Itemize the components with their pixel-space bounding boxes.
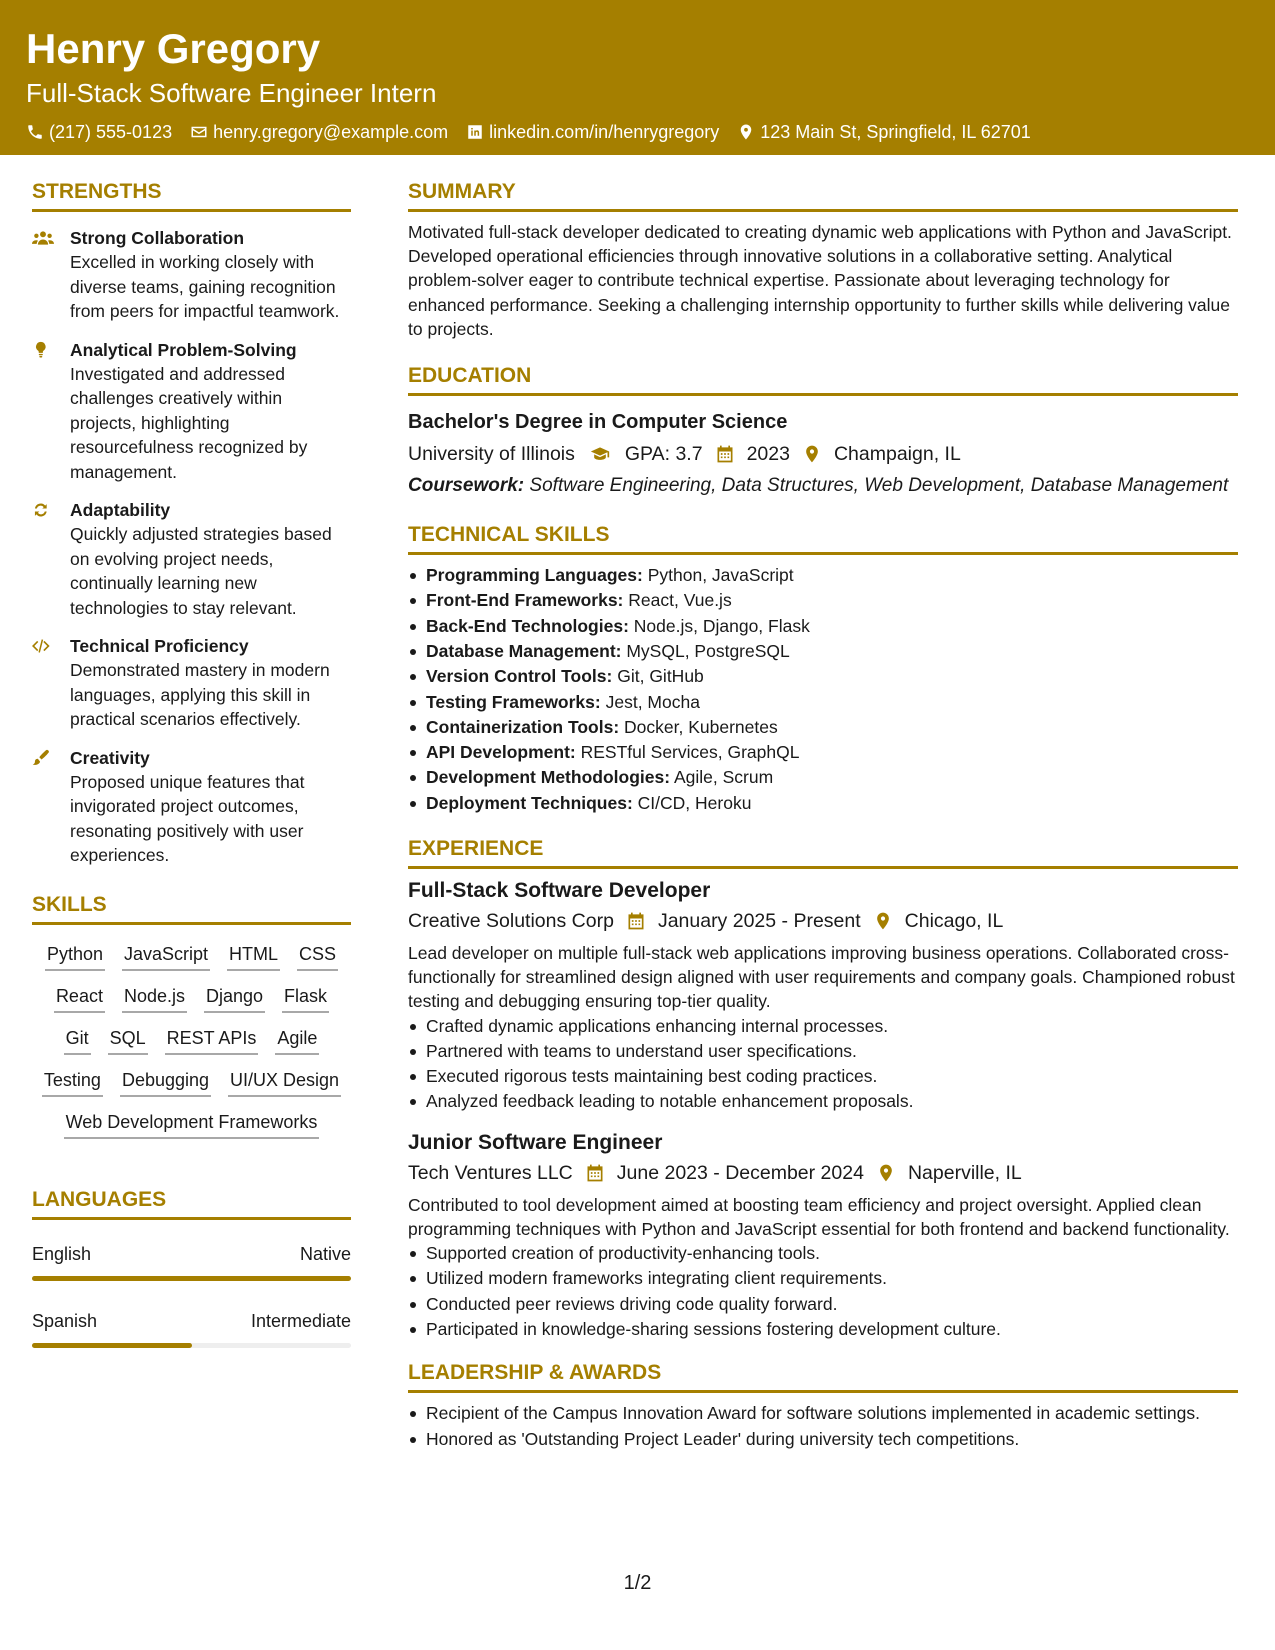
list-item xyxy=(408,690,1238,715)
skill-tag: React xyxy=(54,983,105,1013)
skills-list xyxy=(32,941,351,1139)
strength-item xyxy=(32,634,351,732)
language-name: Spanish xyxy=(32,1310,98,1331)
tech-skill-value: Node.js, Django, Flask xyxy=(633,615,810,636)
strength-desc: Proposed unique features that invigorated project outcomes, resonating positively with user experiences. xyxy=(70,771,305,865)
list-item: Supported creation of productivity-enhancing tools. xyxy=(408,1241,1238,1266)
gpa-text: GPA: 3.7 xyxy=(624,443,703,466)
lightbulb-icon xyxy=(32,341,54,359)
tech-skill-label: Containerization Tools: xyxy=(426,716,620,737)
language-level: Native xyxy=(299,1243,351,1264)
linkedin-icon xyxy=(466,123,484,141)
tech-skill-value: Python, JavaScript xyxy=(647,565,794,586)
job-dates: January 2025 - Present xyxy=(657,909,861,932)
tech-skill-label: Database Management: xyxy=(426,640,622,661)
strength-desc: Quickly adjusted strategies based on evolving project needs, continually learning new technologies to stay relevant. xyxy=(70,524,332,618)
strength-title: Analytical Problem-Solving xyxy=(70,339,297,360)
skill-tag: HTML xyxy=(227,941,280,971)
technical-skills-list xyxy=(408,563,1238,816)
language-bar-fill xyxy=(32,1343,192,1348)
tech-skill-value: Docker, Kubernetes xyxy=(624,716,778,737)
address-text: 123 Main St, Springfield, IL 62701 xyxy=(760,122,1031,142)
job-location: Naperville, IL xyxy=(907,1161,1022,1184)
map-pin-icon xyxy=(802,444,822,464)
strength-item xyxy=(32,498,351,620)
graduation-cap-icon xyxy=(587,444,613,464)
tech-skill-label: Development Methodologies: xyxy=(426,767,671,788)
list-item: Partnered with teams to understand user specifications. xyxy=(408,1039,1238,1064)
job-title: Full-Stack Software Developer xyxy=(408,878,711,902)
language-name: English xyxy=(32,1243,92,1264)
email-text: henry.gregory@example.com xyxy=(213,122,449,142)
skills-heading: SKILLS xyxy=(32,892,351,925)
strengths-heading: STRENGTHS xyxy=(32,179,351,212)
job-entry xyxy=(408,877,1238,1115)
list-item xyxy=(408,563,1238,588)
strength-title: Creativity xyxy=(70,747,150,768)
school-name: University of Illinois xyxy=(408,443,575,466)
strength-desc: Excelled in working closely with diverse teams, gaining recognition from peers for impactful teamwork. xyxy=(70,252,340,321)
tech-skill-value: RESTful Services, GraphQL xyxy=(580,742,800,763)
tech-skill-value: MySQL, PostgreSQL xyxy=(626,640,790,661)
envelope-icon xyxy=(190,123,208,141)
job-location: Chicago, IL xyxy=(904,909,1004,932)
technical-skills-heading: TECHNICAL SKILLS xyxy=(408,522,1238,555)
list-item xyxy=(408,715,1238,740)
map-pin-icon xyxy=(873,911,893,931)
language-item xyxy=(32,1309,351,1348)
experience-heading: EXPERIENCE xyxy=(408,836,1238,869)
skill-tag: UI/UX Design xyxy=(228,1067,341,1097)
skill-tag: Flask xyxy=(282,983,329,1013)
job-bullets xyxy=(408,1241,1238,1342)
leadership-heading: LEADERSHIP & AWARDS xyxy=(408,1360,1238,1393)
job-meta xyxy=(408,907,1238,935)
list-item: Recipient of the Campus Innovation Award for software solutions implemented in academic settings. xyxy=(408,1401,1238,1426)
list-item: Honored as 'Outstanding Project Leader' during university tech competitions. xyxy=(408,1427,1238,1452)
tech-skill-value: Jest, Mocha xyxy=(605,691,700,712)
skill-tag: SQL xyxy=(108,1025,148,1055)
language-bar xyxy=(32,1343,351,1348)
list-item xyxy=(408,740,1238,765)
strength-desc: Demonstrated mastery in modern languages, applying this skill in practical scenarios effectively. xyxy=(70,660,330,729)
tech-skill-value: CI/CD, Heroku xyxy=(637,792,752,813)
job-bullets xyxy=(408,1014,1238,1115)
tech-skill-label: API Development: xyxy=(426,742,576,763)
skill-tag: Debugging xyxy=(120,1067,211,1097)
company-name: Tech Ventures LLC xyxy=(408,1161,573,1184)
company-name: Creative Solutions Corp xyxy=(408,909,614,932)
list-item: Analyzed feedback leading to notable enhancement proposals. xyxy=(408,1089,1238,1114)
left-column xyxy=(32,155,351,1452)
language-level: Intermediate xyxy=(250,1310,351,1331)
language-item xyxy=(32,1242,351,1281)
list-item xyxy=(408,765,1238,790)
contact-email[interactable] xyxy=(190,120,448,144)
resume-header xyxy=(0,0,1275,155)
contact-linkedin[interactable] xyxy=(466,120,719,144)
calendar-icon xyxy=(715,444,735,464)
users-icon xyxy=(32,229,54,247)
leadership-list xyxy=(408,1401,1238,1452)
job-title: Junior Software Engineer xyxy=(408,1130,663,1154)
education-heading: EDUCATION xyxy=(408,363,1238,396)
strength-title: Technical Proficiency xyxy=(70,636,249,656)
map-pin-icon xyxy=(737,123,755,141)
job-dates: June 2023 - December 2024 xyxy=(616,1161,864,1184)
skill-tag: REST APIs xyxy=(165,1025,259,1055)
list-item: Executed rigorous tests maintaining best coding practices. xyxy=(408,1064,1238,1089)
tech-skill-label: Back-End Technologies: xyxy=(426,615,629,636)
job-description: Contributed to tool development aimed at boosting team efficiency and project oversight. Applied clean programming techniques with Python and JavaScript essential for both frontend and backend functionality. xyxy=(408,1194,1230,1239)
summary-heading: SUMMARY xyxy=(408,179,1238,212)
calendar-icon xyxy=(626,911,646,931)
code-icon xyxy=(32,637,54,655)
strength-title: Adaptability xyxy=(70,500,171,520)
tech-skill-label: Front-End Frameworks: xyxy=(426,590,624,611)
skill-tag: CSS xyxy=(297,941,338,971)
tech-skill-label: Deployment Techniques: xyxy=(426,792,633,813)
sync-icon xyxy=(32,501,54,519)
list-item xyxy=(408,664,1238,689)
coursework-list: Software Engineering, Data Structures, Web Development, Database Management xyxy=(529,475,1229,497)
list-item: Utilized modern frameworks integrating client requirements. xyxy=(408,1266,1238,1291)
linkedin-text: linkedin.com/in/henrygregory xyxy=(489,122,720,142)
languages-heading: LANGUAGES xyxy=(32,1187,351,1220)
language-bar xyxy=(32,1276,351,1281)
tech-skill-value: Agile, Scrum xyxy=(673,767,774,788)
degree-title: Bachelor's Degree in Computer Science xyxy=(408,411,788,434)
candidate-name: Henry Gregory xyxy=(26,25,321,72)
skill-tag: Testing xyxy=(42,1067,103,1097)
list-item: Participated in knowledge-sharing sessions fostering development culture. xyxy=(408,1317,1238,1342)
skill-tag: Web Development Frameworks xyxy=(64,1109,320,1139)
coursework-label: Coursework: xyxy=(408,475,525,497)
paintbrush-icon xyxy=(32,749,54,767)
skill-tag: Python xyxy=(45,941,105,971)
list-item xyxy=(408,639,1238,664)
right-column xyxy=(408,155,1238,1452)
coursework xyxy=(408,474,1238,498)
tech-skill-value: React, Vue.js xyxy=(628,590,732,611)
language-bar-fill xyxy=(32,1276,351,1281)
resume-body xyxy=(0,155,1275,1452)
skill-tag: Django xyxy=(204,983,265,1013)
tech-skill-label: Version Control Tools: xyxy=(426,666,613,687)
contact-bar xyxy=(26,120,1249,144)
education-meta xyxy=(408,440,1238,468)
graduation-year: 2023 xyxy=(746,443,790,466)
candidate-role: Full-Stack Software Engineer Intern xyxy=(26,78,437,108)
map-pin-icon xyxy=(876,1163,896,1183)
strength-desc: Investigated and addressed challenges creatively within projects, highlighting resourcefulness recognized by management. xyxy=(70,363,308,482)
phone-icon xyxy=(26,123,44,141)
skill-tag: JavaScript xyxy=(122,941,210,971)
summary-text: Motivated full-stack developer dedicated to creating dynamic web applications with Python and JavaScript. Developed operational efficiencies through innovative solutions in a collaborative setting. Analytical problem-solver eager to contribute technical expertise. Passionate about leveraging technology for enhanced performance. Seeking a challenging internship opportunity to further skills while delivering value to projects. xyxy=(408,222,1232,339)
list-item xyxy=(408,588,1238,613)
job-meta xyxy=(408,1159,1238,1187)
skill-tag: Agile xyxy=(275,1025,319,1055)
phone-text: (217) 555-0123 xyxy=(49,122,173,142)
school-location: Champaign, IL xyxy=(833,443,961,466)
strengths-list xyxy=(32,226,351,868)
job-entry xyxy=(408,1129,1238,1343)
tech-skill-value: Git, GitHub xyxy=(617,666,704,687)
calendar-icon xyxy=(585,1163,605,1183)
strength-item xyxy=(32,338,351,485)
contact-phone xyxy=(26,120,172,144)
skill-tag: Git xyxy=(64,1025,91,1055)
list-item xyxy=(408,614,1238,639)
skill-tag: Node.js xyxy=(122,983,187,1013)
tech-skill-label: Testing Frameworks: xyxy=(426,691,601,712)
list-item: Crafted dynamic applications enhancing internal processes. xyxy=(408,1014,1238,1039)
strength-item xyxy=(32,226,351,324)
tech-skill-label: Programming Languages: xyxy=(426,565,643,586)
list-item xyxy=(408,791,1238,816)
strength-title: Strong Collaboration xyxy=(70,228,245,248)
strength-item xyxy=(32,746,351,868)
job-description: Lead developer on multiple full-stack web applications improving business operations. Collaborated cross-functionally for streamlined design aligned with user requirements and company goals. Championed robust testing and debugging ensuring top-tier quality. xyxy=(408,942,1235,1012)
contact-address xyxy=(737,120,1031,144)
list-item: Conducted peer reviews driving code quality forward. xyxy=(408,1292,1238,1317)
page-number: 1/2 xyxy=(623,1572,652,1594)
